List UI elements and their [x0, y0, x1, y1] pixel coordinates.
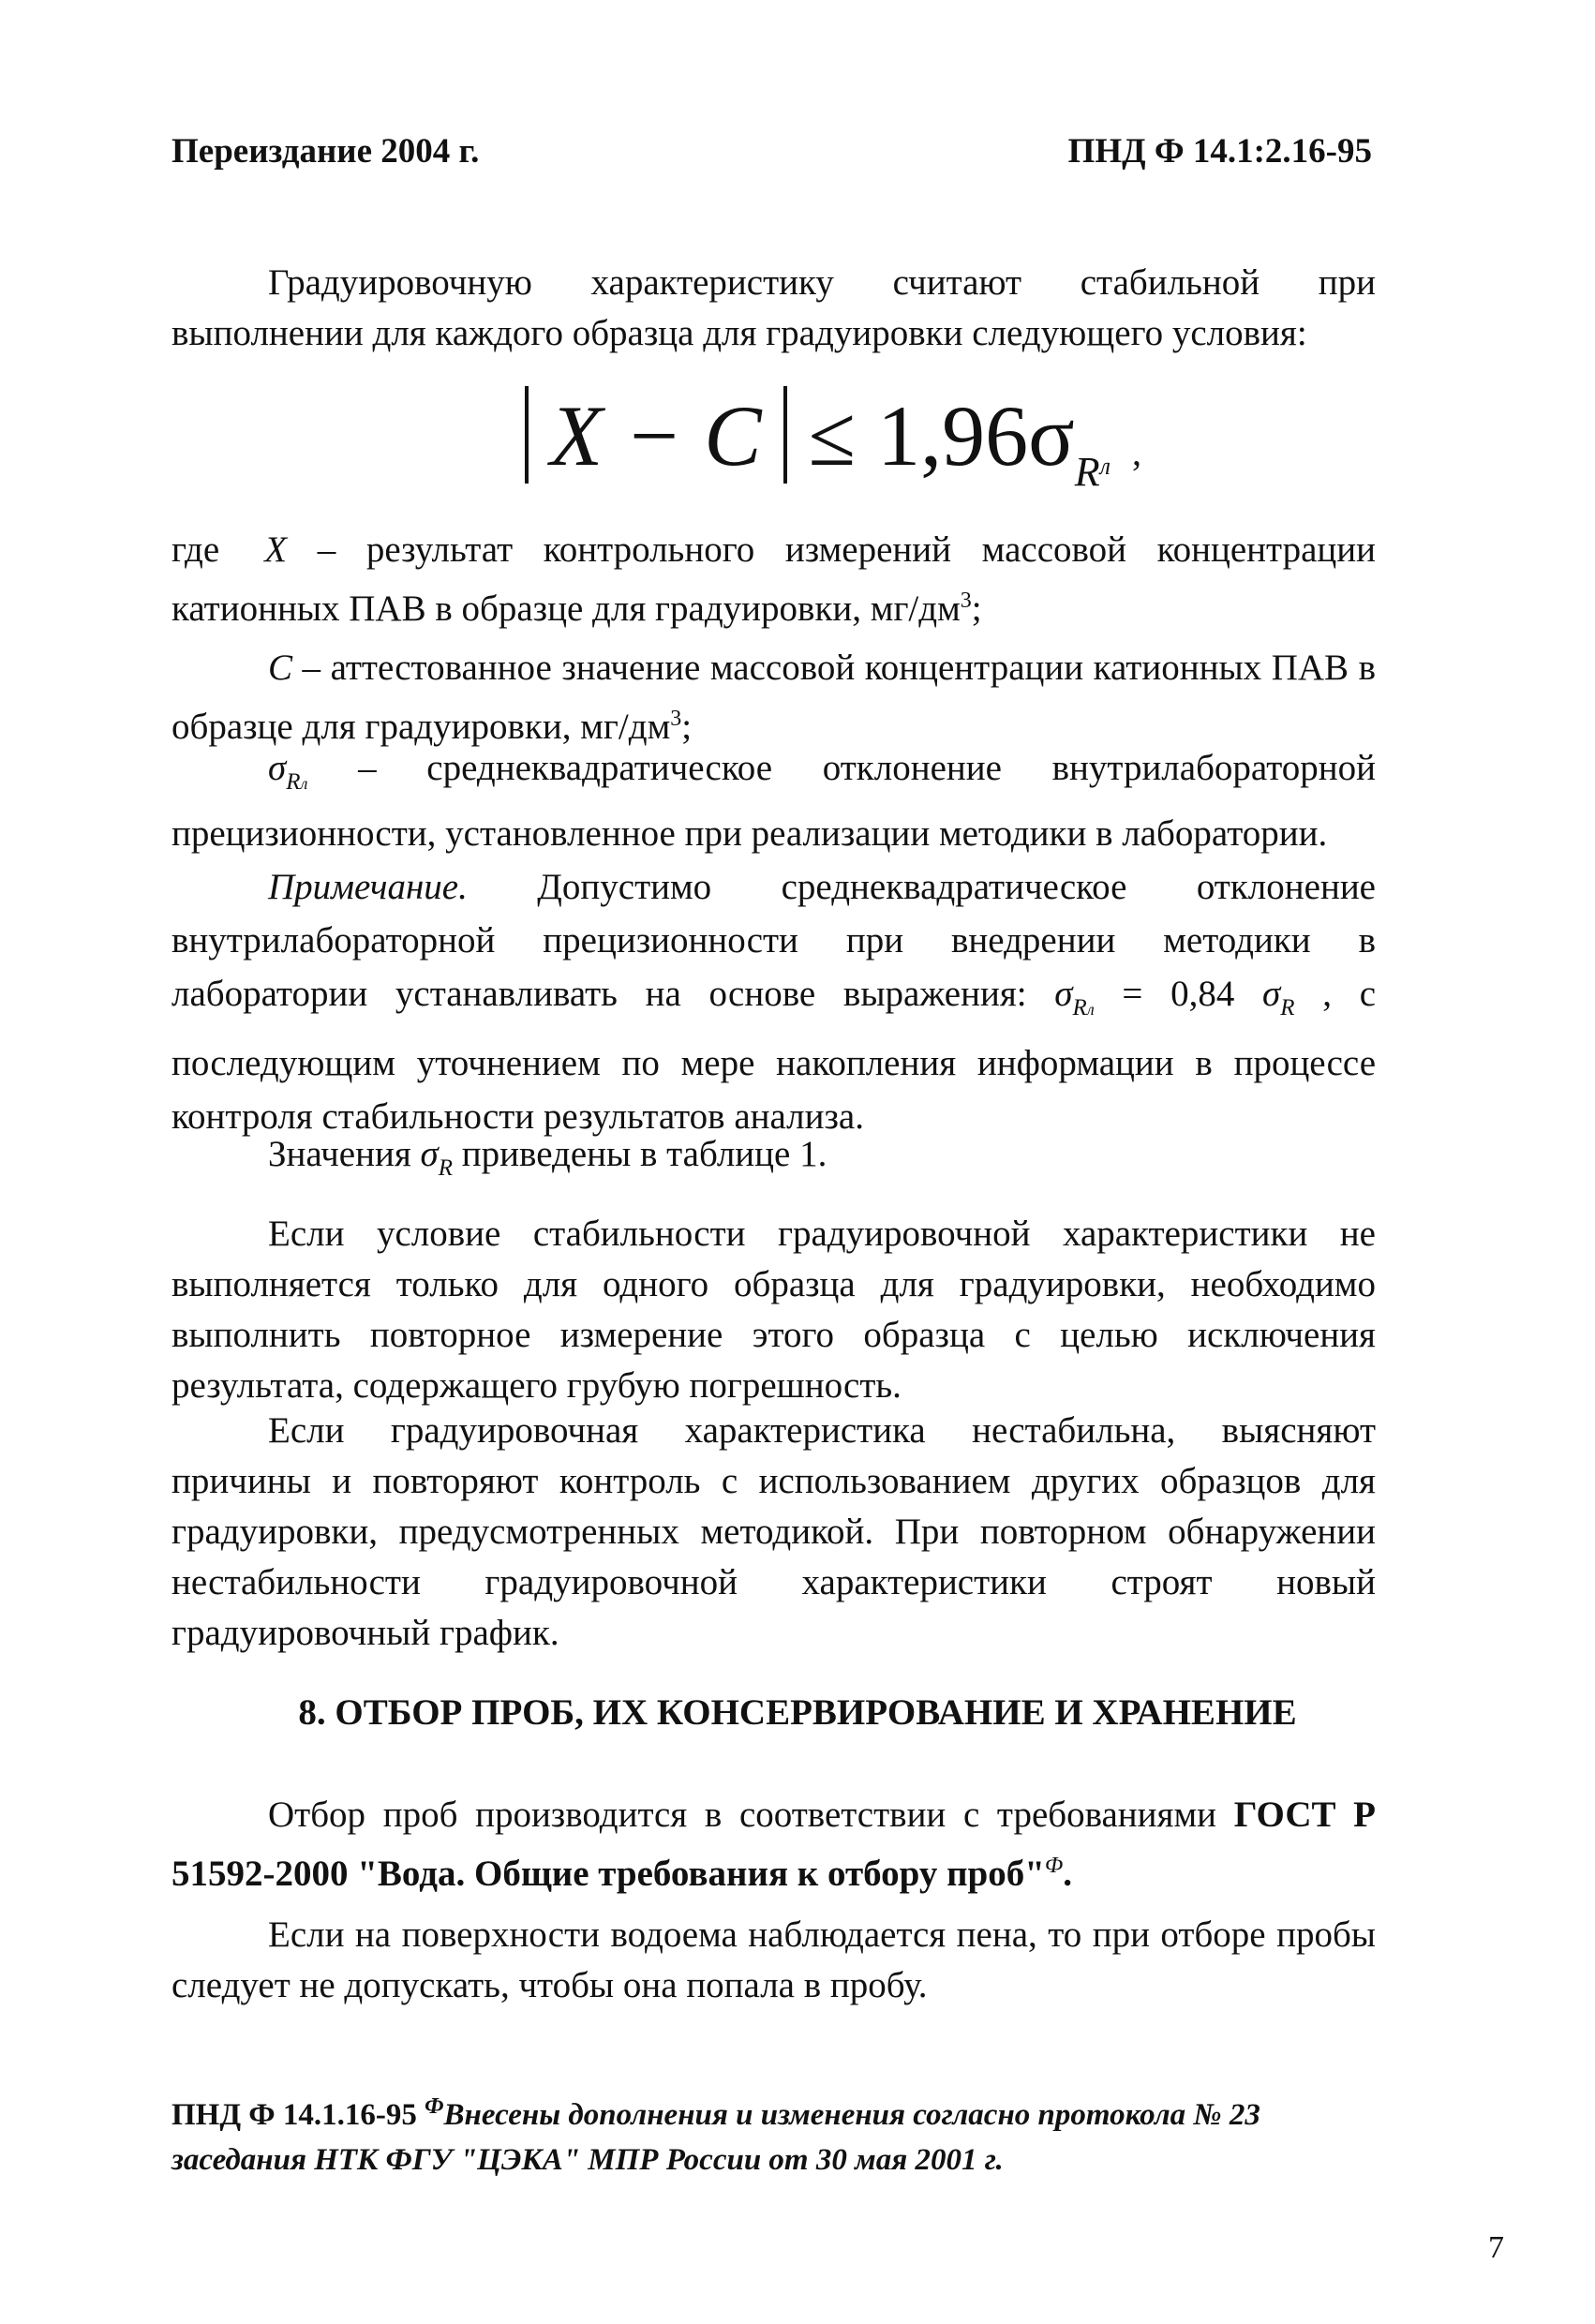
- abs-bar-right: [783, 386, 787, 484]
- sampling-text: Отбор проб производится в соответствии с требованиями: [268, 1795, 1234, 1835]
- note-sigma-rl: $\sigma_{Rл}$: [1054, 974, 1095, 1020]
- values-sigma-r: $\sigma_R$: [420, 1134, 454, 1181]
- definition-c: [171, 643, 1376, 752]
- abs-bar-left: [525, 386, 529, 484]
- footnote-text: Внесены дополнения и изменения согласно протокола № 23 заседания НТК ФГУ "ЦЭКА" МПР России от 30 мая 2001 г.: [171, 2098, 1260, 2177]
- formula-lhs: X − C: [550, 388, 762, 484]
- c-definition: – аттестованное значение массовой концентрации катионных ПАВ в образце для градуировки, мг/дм: [171, 648, 1376, 747]
- header-left: Переиздание 2004 г.: [171, 132, 480, 171]
- x-unit-sup: 3: [960, 588, 972, 613]
- page-number: 7: [1488, 2230, 1504, 2265]
- c-symbol: C: [268, 648, 293, 688]
- note-label: Примечание.: [268, 867, 468, 907]
- sampling-mark: Ф: [1044, 1854, 1064, 1878]
- note-paragraph: [171, 860, 1376, 1143]
- note-text-2: , с последующим уточнением по мере накопления информации в процессе контроля стабильности результатов анализа.: [171, 974, 1377, 1137]
- header-right: ПНД Ф 14.1:2.16-95: [1067, 132, 1372, 171]
- note-text-1: Допустимо среднеквадратическое отклонение внутрилабораторной прецизионности при внедрении методики в лаборатории устанавливать на основе выражения:: [171, 867, 1376, 1014]
- footnote: [171, 2084, 1376, 2182]
- sampling-paragraph: [171, 1790, 1376, 1899]
- section-title: 8. ОТБОР ПРОБ, ИХ КОНСЕРВИРОВАНИЕ И ХРАНЕНИЕ: [298, 1692, 1297, 1733]
- c-unit-sup: 3: [670, 707, 682, 731]
- where-label: где: [171, 529, 220, 570]
- formula-tail: ,: [1131, 431, 1141, 473]
- sampling-end: .: [1063, 1854, 1072, 1894]
- paragraph-unstable-one: Если условие стабильности градуировочной характеристики не выполняется только для одного образца для градуировки, необходимо выполнить повторное измерение этого образца с целью исключения результата, содержащего грубую погрешность.: [171, 1214, 1376, 1406]
- c-semicolon: ;: [681, 707, 693, 747]
- sigma-definition: – среднеквадратическое отклонение внутрилабораторной прецизионности, установленное при реализации методики в лаборатории.: [171, 748, 1376, 854]
- footnote-mark: Ф: [425, 2094, 444, 2119]
- x-semicolon: ;: [971, 588, 982, 629]
- values-line: [171, 1129, 1376, 1194]
- sigma-symbol: $\sigma_{Rл}$: [268, 748, 308, 795]
- note-eq-mid: = 0,84: [1094, 974, 1263, 1014]
- paragraph-unstable: Если градуировочная характеристика нестабильна, выясняют причины и повторяют контроль с использованием других образцов для градуировки, предусмотренных методикой. При повторном обнаружении нестабильности градуировочной характеристики строят новый градуировочный график.: [171, 1410, 1376, 1653]
- foam-paragraph: Если на поверхности водоема наблюдается пена, то при отборе пробы следует не допускать, чтобы она попала в пробу.: [171, 1914, 1376, 2005]
- definition-sigma: [171, 743, 1376, 859]
- formula-sub: R: [1074, 449, 1100, 495]
- x-definition: – результат контрольного измерений массовой концентрации катионных ПАВ в образце для градуировки, мг/дм: [171, 529, 1376, 629]
- stability-formula: [525, 384, 1141, 524]
- note-sigma-r: $\sigma_R$: [1262, 974, 1295, 1020]
- definition-x: [171, 525, 1376, 634]
- x-symbol: X: [264, 529, 288, 570]
- formula-subsub: л: [1099, 453, 1111, 480]
- intro-paragraph: Градуировочную характеристику считают стабильной при выполнении для каждого образца для градуировки следующего условия:: [171, 262, 1376, 353]
- values-suffix: приведены в таблице 1.: [453, 1134, 827, 1174]
- sampling-standard: ГОСТ Р 51592-2000 "Вода. Общие требования к отбору проб": [171, 1795, 1377, 1894]
- footnote-code: ПНД Ф 14.1.16-95: [171, 2098, 425, 2132]
- values-prefix: Значения: [268, 1134, 421, 1174]
- formula-rhs: ≤ 1,96σ: [808, 388, 1075, 484]
